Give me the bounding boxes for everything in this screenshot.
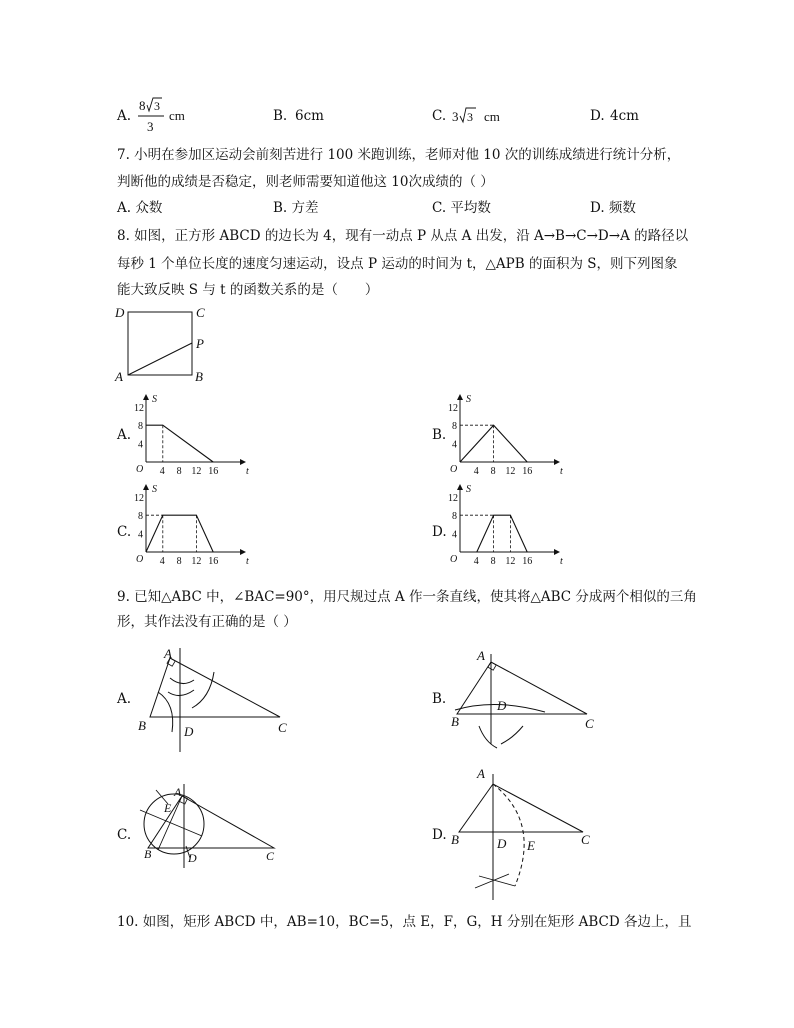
s-axis-label: S [152,484,157,495]
fig-b-point-b: B [451,714,459,729]
s-axis-label: S [466,394,471,405]
square-label-a: A [115,369,123,384]
t-axis-label: t [246,466,249,477]
s-axis-label: S [152,394,157,405]
q6-option-b-label: B. [273,108,288,124]
fig-d-point-a: A [477,766,485,781]
q9-figure-c [128,776,288,876]
square-label-d: D [115,305,125,320]
x-axis-arrow [240,549,246,555]
x-tick-label: 12 [191,556,202,567]
x-tick-label: 4 [159,556,165,567]
t-axis-label: t [560,556,563,567]
fig-a-point-b: B [138,718,146,733]
q6-option-b-text: 6cm [295,108,324,124]
q7-line1: 7. 小明在参加区运动会前刻苦进行 100 米跑训练，老师对他 10 次的训练成绩进行统计分析， [117,147,681,163]
y-axis-arrow [457,484,463,490]
q8-graph-b [448,392,568,476]
q8-graph-d [448,482,568,572]
q6-option-c-value [452,104,512,126]
y-tick-label: 8 [138,511,143,523]
q7-option-a: A. 众数 [117,200,163,216]
q8-graph-c [134,482,254,572]
x-axis-arrow [554,459,560,465]
y-tick-label: 4 [138,529,143,541]
x-tick-label: 16 [522,466,533,477]
q6-c-coef: 3 [452,109,459,124]
fig-a-point-c: C [278,720,287,735]
q9-line2: 形，其作法没有正确的是（ ） [117,614,297,630]
x-tick-label: 16 [208,466,219,477]
fig-a-point-d: D [184,724,194,739]
q6-c-unit: cm [484,109,500,124]
q6-a-unit: cm [169,108,185,123]
fig-c-point-a: A [174,785,182,799]
fig-d-point-e: E [527,838,535,853]
q7-line2: 判断他的成绩是否稳定，则老师需要知道他这 10次成绩的（ ） [117,174,494,190]
series-line [146,425,213,462]
q9-fig-d-label: D. [432,827,447,843]
fig-c-point-d: D [188,851,197,865]
y-axis-arrow [457,394,463,400]
q9-fig-a-label: A. [117,691,132,707]
fig-d-point-b: B [451,832,459,847]
x-axis-arrow [554,549,560,555]
x-tick-label: 4 [159,466,165,477]
q10-line1: 10. 如图，矩形 ABCD 中，AB=10，BC=5，点 E，F，G，H 分别在矩形 ABCD 各边上，且 [117,914,692,930]
x-tick-label: 4 [473,466,479,477]
y-tick-label: 4 [452,529,457,541]
y-tick-label: 12 [134,492,144,504]
q8-graph-a [134,392,254,476]
y-tick-label: 8 [452,511,457,523]
q9-fig-c-label: C. [117,827,132,843]
fig-b-point-d: D [497,698,507,713]
x-tick-label: 8 [176,556,182,567]
square-label-c: C [196,305,205,320]
y-tick-label: 12 [448,402,458,414]
q8-graph-a-label: A. [117,427,132,443]
q9-fig-b-label: B. [432,691,447,707]
q8-line3: 能大致反映 S 与 t 的函数关系的是（ ） [117,282,379,298]
q9-figure-a [130,640,300,760]
q6-option-c-label: C. [432,108,447,124]
x-tick-label: 12 [505,556,516,567]
y-axis-arrow [143,484,149,490]
q6-a-radicand: 3 [154,99,160,113]
q6-option-a-label: A. [117,108,132,124]
x-tick-label: 4 [473,556,479,567]
x-tick-label: 16 [208,556,219,567]
q6-option-d-text: 4cm [610,108,639,124]
origin-label: O [136,464,144,475]
t-axis-label: t [246,556,249,567]
q7-option-b: B. 方差 [273,200,319,216]
square-label-b: B [195,369,203,384]
origin-label: O [136,554,144,565]
q8-graph-d-label: D. [432,524,447,540]
fig-b-point-a: A [477,648,485,663]
q8-square-figure [112,304,212,384]
origin-label: O [450,464,458,475]
y-axis-arrow [143,394,149,400]
q9-figure-d [445,762,605,907]
q8-line2: 每秒 1 个单位长度的速度匀速运动，设点 P 运动的时间为 t，△APB 的面积为 S，则下列图象 [117,256,678,272]
x-tick-label: 12 [191,466,202,477]
series-line [477,515,527,552]
x-axis-arrow [240,459,246,465]
fig-d-point-d: D [497,836,507,851]
fig-d-point-c: C [581,832,590,847]
q6-option-d-label: D. [590,108,605,124]
q7-option-d: D. 频数 [590,200,636,216]
x-tick-label: 8 [490,556,496,567]
q9-line1: 9. 已知△ABC 中，∠BAC=90°，用尺规过点 A 作一条直线，使其将△ABC 分成两个相似的三角 [117,589,697,605]
q8-graph-c-label: C. [117,524,132,540]
fig-c-point-e: E [164,801,172,815]
square-label-p: P [196,336,204,351]
y-tick-label: 12 [448,492,458,504]
q6-a-denominator: 3 [147,119,154,134]
q7-option-c: C. 平均数 [432,200,491,216]
q6-option-a-fraction [136,96,196,138]
y-tick-label: 4 [452,439,457,451]
x-tick-label: 12 [505,466,516,477]
y-tick-label: 8 [452,421,457,433]
x-tick-label: 8 [176,466,182,477]
s-axis-label: S [466,484,471,495]
x-tick-label: 8 [490,466,496,477]
t-axis-label: t [560,466,563,477]
fig-b-point-c: C [585,716,594,731]
series-line [146,515,213,552]
fig-c-point-b: B [144,847,152,861]
q8-line1: 8. 如图，正方形 ABCD 的边长为 4，现有一动点 P 从点 A 出发，沿 A→B→C→D→A 的路径以 [117,228,689,244]
q8-graph-b-label: B. [432,427,447,443]
origin-label: O [450,554,458,565]
q6-a-numerator: 8 [139,98,146,113]
q6-c-radicand: 3 [467,110,473,124]
y-tick-label: 8 [138,421,143,433]
fig-a-point-a: A [164,646,172,661]
x-tick-label: 16 [522,556,533,567]
q9-figure-b [445,640,605,760]
fig-c-point-c: C [266,849,275,863]
y-tick-label: 4 [138,439,143,451]
y-tick-label: 12 [134,402,144,414]
